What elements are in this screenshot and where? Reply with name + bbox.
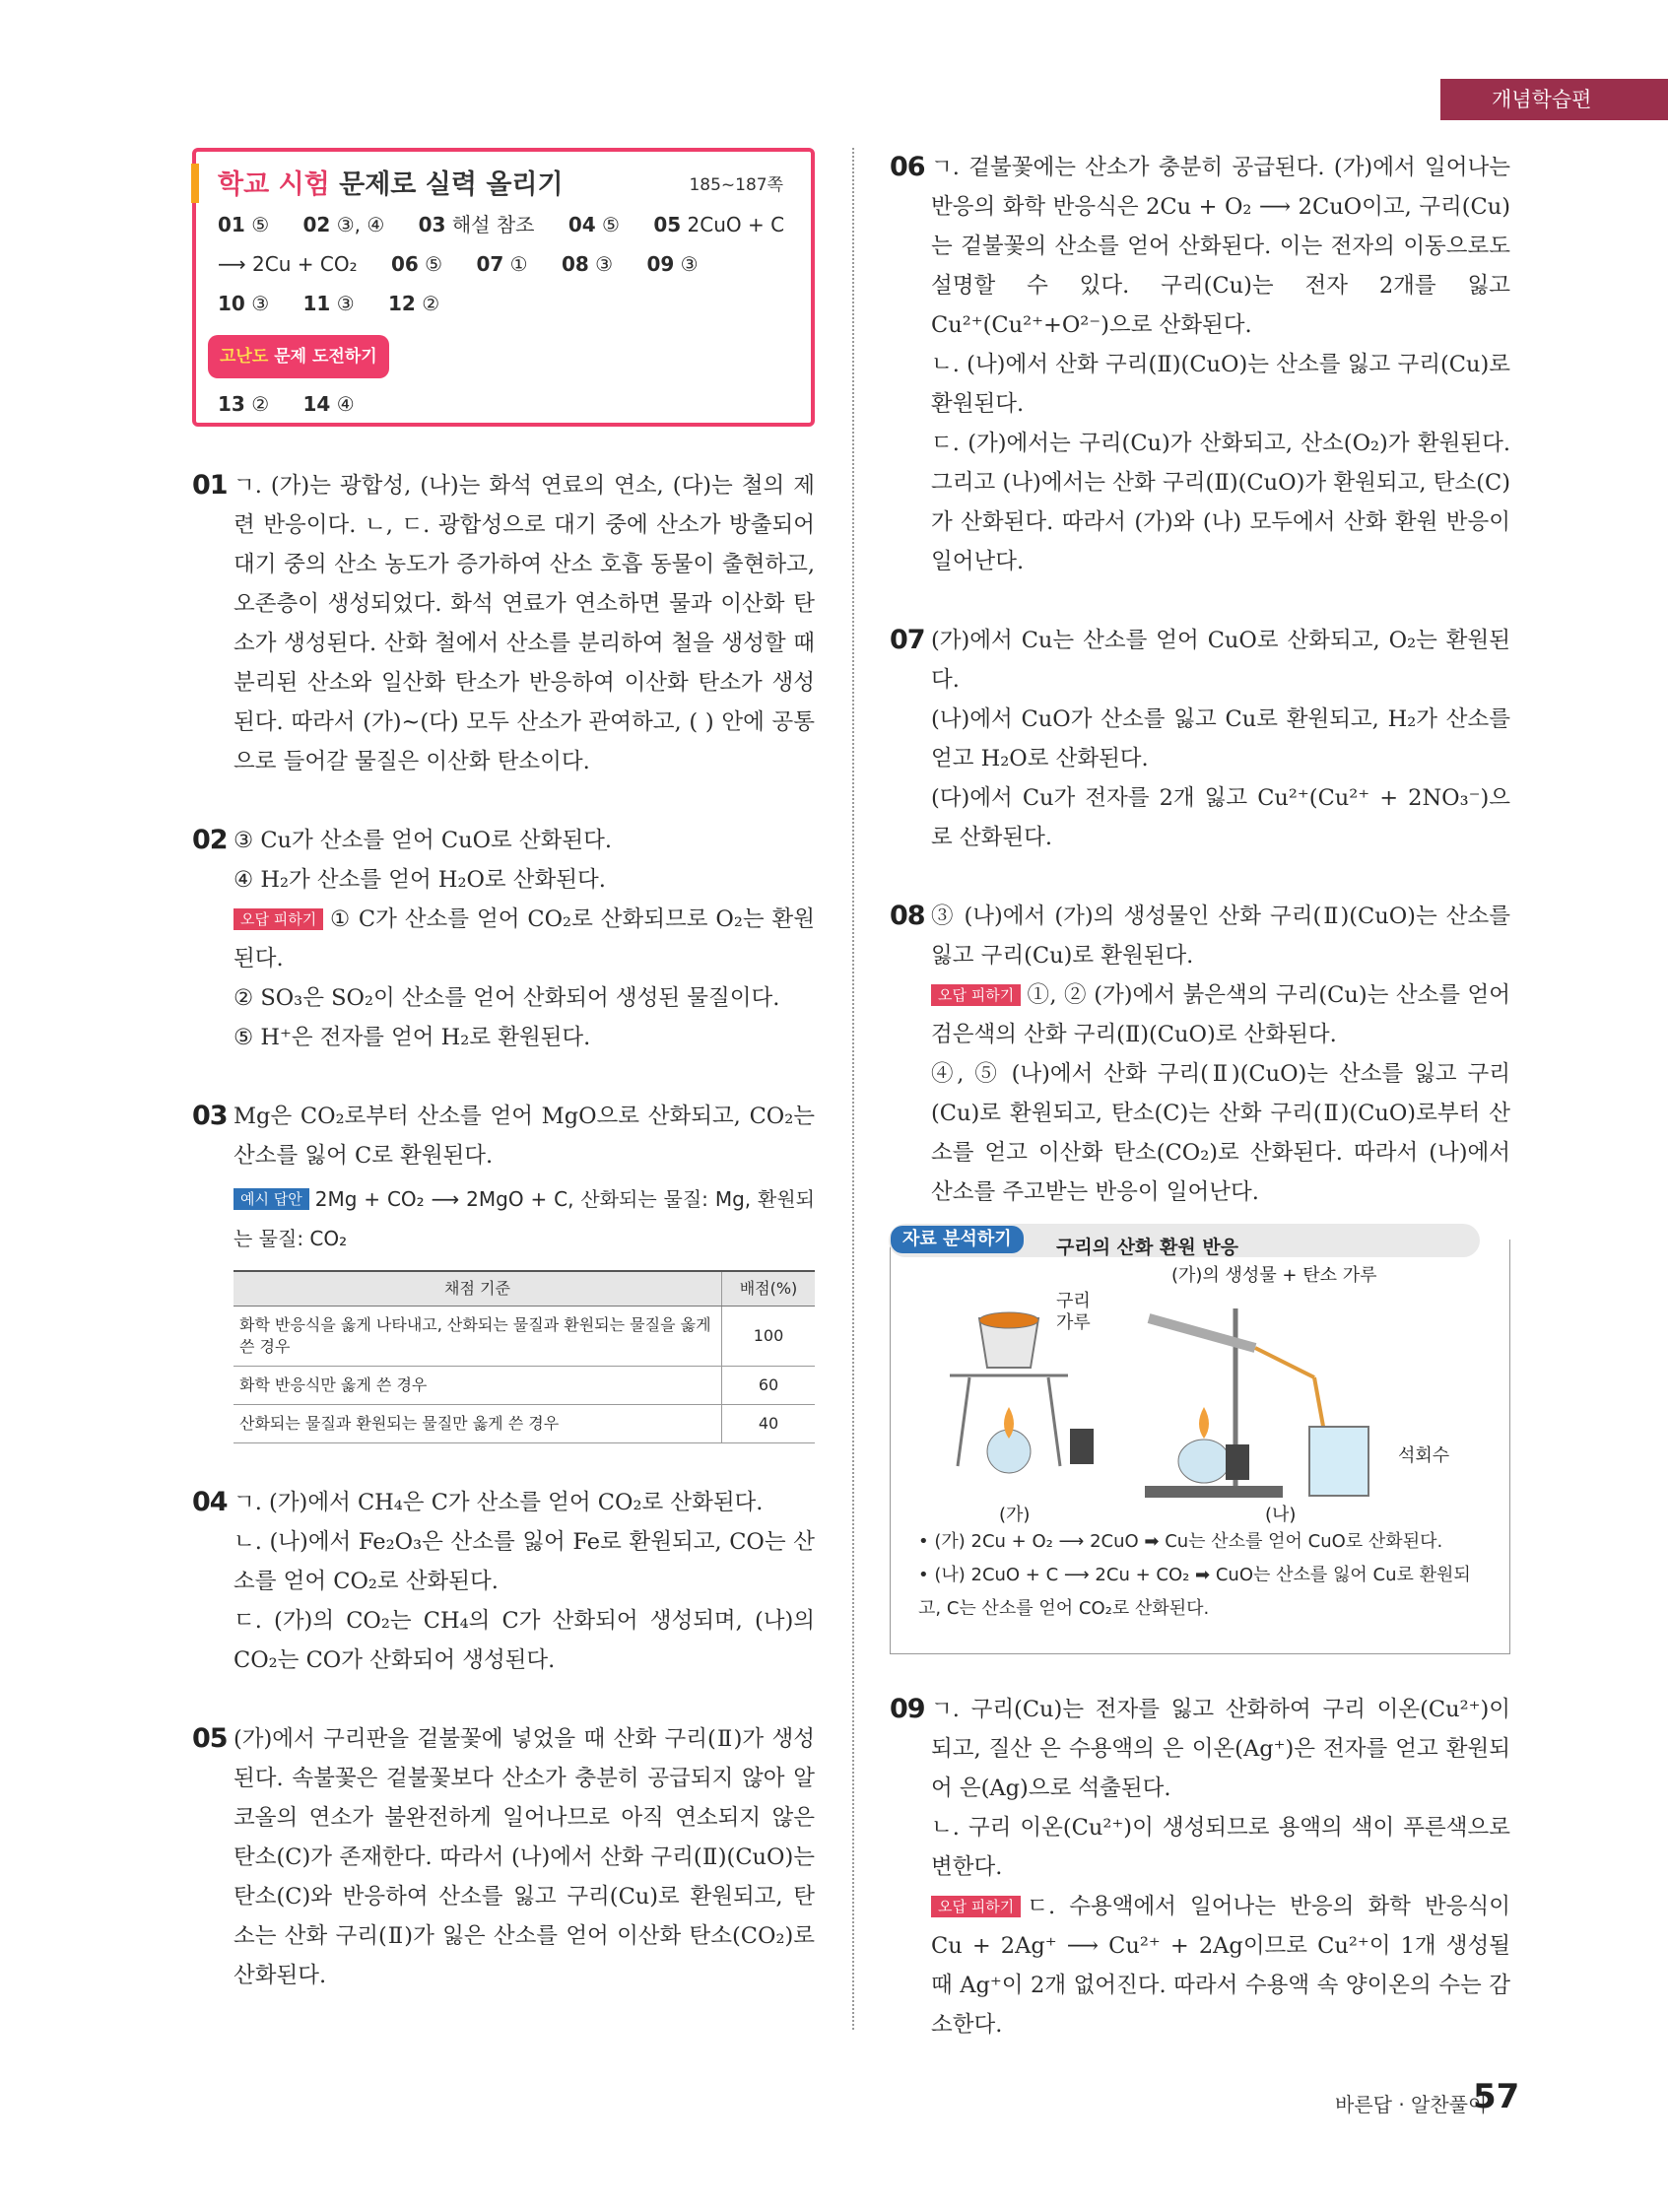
q08-line: ④, ⑤ (나)에서 산화 구리(Ⅱ)(CuO)는 산소를 잃고 구리(Cu)로 환원되고, 탄소(C)는 산화 구리(Ⅱ)(CuO)로부터 산소를 얻고 이산화 탄소(CO₂)로 산화된다. 따라서 (나)에서 산소를 주고받는 반응이 일어난다. <box>931 1061 1510 1205</box>
question-number: 01 <box>192 470 228 501</box>
label-powder: 가루 <box>1056 1312 1091 1333</box>
column-divider <box>852 148 854 2030</box>
q03-text: Mg은 CO₂로부터 산소를 얻어 MgO으로 산화되고, CO₂는 산소를 잃어 C로 환원된다. <box>234 1104 815 1169</box>
q09-line: ㄱ. 구리(Cu)는 전자를 잃고 산화하여 구리 이온(Cu²⁺)이 되고, 질산 은 수용액의 은 이온(Ag⁺)은 전자를 얻고 환원되어 은(Ag)으로 석출된다. <box>931 1697 1510 1801</box>
label-na: (나) <box>1265 1505 1297 1525</box>
answer-line-2: ⟶ 2Cu + CO₂ 06 ⑤ 07 ① 08 ③ 09 ③ <box>218 252 699 276</box>
footer-book-title: 바른답 · 알찬풀이 <box>1335 2093 1488 2116</box>
q08-wrong-note: 오답 피하기 ①, ② (가)에서 붉은색의 구리(Cu)는 산소를 얻어 검은색의 산화 구리(Ⅱ)(CuO)로 산화된다. <box>931 982 1510 1047</box>
data-analysis-notes <box>918 1525 1490 1626</box>
wrong-answer-tag: 오답 피하기 <box>234 908 323 930</box>
page-number: 57 <box>1473 2077 1520 2116</box>
table-row: 화학 반응식을 옳게 나타내고, 산화되는 물질과 환원되는 물질을 옳게 쓴 경우 100 <box>234 1307 815 1367</box>
table-header: 채점 기준 <box>234 1271 722 1307</box>
q07-line: (다)에서 Cu가 전자를 2개 잃고 Cu²⁺(Cu²⁺ + 2NO₃⁻)으로 산화된다. <box>931 785 1510 850</box>
challenge-label: 고난도 문제 도전하기 <box>208 335 389 378</box>
q05-text: (가)에서 구리판을 겉불꽃에 넣었을 때 산화 구리(Ⅱ)가 생성된다. 속불꽃은 겉불꽃보다 산소가 충분히 공급되지 않아 알코올의 연소가 불완전하게 일어나므로 아직 연소되지 않은 탄소(C)가 존재한다. 따라서 (나)에서 산화 구리(Ⅱ)(CuO)는 탄소(C)와 반응하여 산소를 잃고 구리(Cu)로 환원되고, 탄소는 산화 구리(Ⅱ)가 잃은 산소를 얻어 이산화 탄소(CO₂)로 산화된다. <box>234 1726 815 1988</box>
q06-line: ㄱ. 겉불꽃에는 산소가 충분히 공급된다. (가)에서 일어나는 반응의 화학 반응식은 2Cu + O₂ ⟶ 2CuO이고, 구리(Cu)는 겉불꽃의 산소를 얻어 산화된다. 이는 전자의 이동으로도 설명할 수 있다. 구리(Cu)는 전자 2개를 잃고 Cu²⁺(Cu²⁺+O²⁻)으로 산화된다. <box>931 155 1510 338</box>
label-copper: 구리 <box>1056 1291 1091 1311</box>
q02-line: ⑤ H⁺은 전자를 얻어 H₂로 환원된다. <box>234 1025 591 1050</box>
question-06 <box>890 148 1510 581</box>
q02-line: ② SO₃은 SO₂이 산소를 얻어 산화되어 생성된 물질이다. <box>234 985 780 1011</box>
sample-answer-tag: 예시 답안 <box>234 1188 309 1210</box>
accent-strip <box>191 164 199 203</box>
q07-line: (나)에서 CuO가 산소를 잃고 Cu로 환원되고, H₂가 산소를 얻고 H₂O로 산화된다. <box>931 706 1510 771</box>
question-number: 05 <box>192 1723 228 1754</box>
data-analysis-box <box>890 1229 1510 1654</box>
label-ga: (가) <box>999 1505 1031 1525</box>
table-row: 화학 반응식만 옳게 쓴 경우 60 <box>234 1367 815 1405</box>
q03-sample-answer: 예시 답안 2Mg + CO₂ ⟶ 2MgO + C, 산화되는 물질: Mg, 환원되는 물질: CO₂ <box>234 1187 815 1250</box>
experiment-illustration <box>891 1259 1501 1535</box>
label-product: (가)의 생성물 + 탄소 가루 <box>1171 1265 1377 1286</box>
right-column <box>890 148 1510 2084</box>
q06-line: ㄴ. (나)에서 산화 구리(Ⅱ)(CuO)는 산소를 잃고 구리(Cu)로 환원된다. <box>931 352 1510 417</box>
scoring-table <box>234 1270 815 1443</box>
q02-line: ④ H₂가 산소를 얻어 H₂O로 산화된다. <box>234 867 606 893</box>
wrong-answer-tag: 오답 피하기 <box>931 1896 1021 1917</box>
q02-line: ③ Cu가 산소를 얻어 CuO로 산화된다. <box>234 828 613 853</box>
question-02 <box>192 821 815 1057</box>
question-number: 08 <box>890 901 925 931</box>
wrong-answer-tag: 오답 피하기 <box>931 984 1021 1006</box>
table-row: 산화되는 물질과 환원되는 물질만 옳게 쓴 경우 40 <box>234 1405 815 1443</box>
table-header: 배점(%) <box>722 1271 816 1307</box>
question-number: 03 <box>192 1101 228 1131</box>
answer-line-4: 13 ② 14 ④ <box>218 392 355 416</box>
data-analysis-title: 구리의 산화 환원 반응 <box>1056 1237 1239 1258</box>
question-number: 04 <box>192 1487 228 1517</box>
answer-line-3: 10 ③ 11 ③ 12 ② <box>218 292 440 315</box>
question-07 <box>890 621 1510 857</box>
question-04 <box>192 1483 815 1680</box>
q04-line: ㄴ. (나)에서 Fe₂O₃은 산소를 잃어 Fe로 환원되고, CO는 산소를 얻어 CO₂로 산화된다. <box>234 1529 815 1594</box>
question-number: 02 <box>192 825 228 855</box>
q06-line: ㄷ. (가)에서는 구리(Cu)가 산화되고, 산소(O₂)가 환원된다. 그리고 (나)에서는 산화 구리(Ⅱ)(CuO)가 환원되고, 탄소(C)가 산화된다. 따라서 (가)와 (나) 모두에서 산화 환원 반응이 일어난다. <box>931 431 1510 574</box>
data-analysis-tag: 자료 분석하기 <box>891 1226 1024 1253</box>
test-tube-setup <box>1145 1308 1368 1498</box>
question-05 <box>192 1719 815 1995</box>
label-limewater: 석회수 <box>1398 1445 1450 1466</box>
answer-box-pages: 185~187쪽 <box>689 175 783 195</box>
q04-line: ㄷ. (가)의 CO₂는 CH₄의 C가 산화되어 생성되며, (나)의 CO₂는 CO가 산화되어 생성된다. <box>234 1608 815 1673</box>
question-number: 07 <box>890 625 925 655</box>
left-column <box>192 148 815 2035</box>
q04-line: ㄱ. (가)에서 CH₄은 C가 산소를 얻어 CO₂로 산화된다. <box>234 1490 764 1515</box>
q09-wrong-note: 오답 피하기 ㄷ. 수용액에서 일어나는 반응의 화학 반응식이 Cu + 2Ag⁺ ⟶ Cu²⁺ + 2Ag이므로 Cu²⁺이 1개 생성될 때 Ag⁺이 2개 없어진다. 따라서 수용액 속 양이온의 수는 감소한다. <box>931 1894 1510 2038</box>
q02-wrong-note: 오답 피하기 ① C가 산소를 얻어 CO₂로 산화되므로 O₂는 환원된다. <box>234 906 815 972</box>
question-01 <box>192 466 815 781</box>
note-line: • (나) 2CuO + C ⟶ 2Cu + CO₂ ➡ CuO는 산소를 잃어 Cu로 환원되고, C는 산소를 얻어 CO₂로 산화된다. <box>918 1565 1471 1619</box>
question-09 <box>890 1690 1510 2044</box>
answer-box-title: 학교 시험 문제로 실력 올리기 <box>218 169 564 200</box>
section-tab: 개념학습편 <box>1440 79 1668 120</box>
question-03 <box>192 1097 815 1443</box>
note-line: • (가) 2Cu + O₂ ⟶ 2CuO ➡ Cu는 산소를 얻어 CuO로 산화된다. <box>918 1531 1443 1552</box>
answer-line-1: 01 ⑤ 02 ③, ④ 03 해설 참조 04 ⑤ 05 2CuO + C <box>218 213 785 236</box>
q07-line: (가)에서 Cu는 산소를 얻어 CuO로 산화되고, O₂는 환원된다. <box>931 628 1510 693</box>
q08-line: ③ (나)에서 (가)의 생성물인 산화 구리(Ⅱ)(CuO)는 산소를 잃고 구리(Cu)로 환원된다. <box>931 904 1510 969</box>
question-08 <box>890 897 1510 1212</box>
answer-key-box <box>192 148 815 427</box>
question-number: 06 <box>890 152 925 182</box>
question-number: 09 <box>890 1694 925 1724</box>
q09-line: ㄴ. 구리 이온(Cu²⁺)이 생성되므로 용액의 색이 푸른색으로 변한다. <box>931 1815 1510 1880</box>
question-01-text: ㄱ. (가)는 광합성, (나)는 화석 연료의 연소, (다)는 철의 제련 반응이다. ㄴ, ㄷ. 광합성으로 대기 중에 산소가 방출되어 대기 중의 산소 농도가 증가하여 산소 호흡 동물이 출현하고, 오존층이 생성되었다. 화석 연료가 연소하면 물과 이산화 탄소가 생성된다. 산화 철에서 산소를 분리하여 철을 생성할 때 분리된 산소와 일산화 탄소가 반응하여 이산화 탄소가 생성된다. 따라서 (가)~(다) 모두 산소가 관여하고, ( ) 안에 공통으로 들어갈 물질은 이산화 탄소이다. <box>234 473 815 774</box>
crucible-setup <box>950 1312 1094 1473</box>
